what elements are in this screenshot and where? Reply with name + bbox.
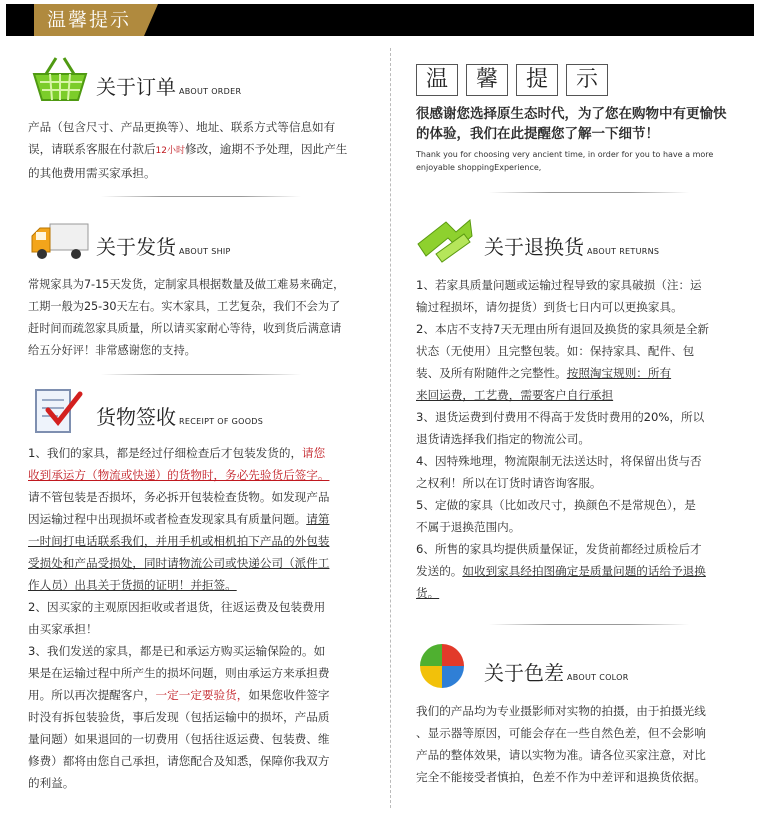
receipt-section bbox=[28, 380, 374, 794]
divider bbox=[101, 374, 301, 375]
ship-title: 关于发货 ABOUT SHIP bbox=[96, 235, 231, 259]
intro-section bbox=[416, 64, 760, 193]
color-title: 关于色差 ABOUT COLOR bbox=[484, 661, 629, 685]
intro-english-text: Thank you for choosing very ancient time, in order for you to have a more enjoyable shoppingExperience, bbox=[416, 150, 714, 172]
divider bbox=[489, 624, 689, 625]
header-bar bbox=[6, 4, 754, 36]
checklist-icon bbox=[28, 384, 88, 436]
order-section bbox=[28, 50, 374, 197]
color-text: 我们的产品均为专业摄影师对实物的拍摄，由于拍摄光线 、显示器等原因，可能会存在一些自然色差，但不会影响 产品的整体效果，请以实物为准。请各位买家注意，对比 完全不能接受者慎拍，色差不作为中差评和退换货依据。 bbox=[416, 704, 706, 784]
order-text: 产品（包含尺寸、产品更换等）、地址、联系方式等信息如有 误，请联系客服在付款后12小时修改，逾期不予处理，因此产生 的其他费用需买家承担。 bbox=[28, 120, 348, 180]
exchange-arrows-icon bbox=[416, 214, 480, 266]
color-section bbox=[416, 636, 760, 788]
delivery-truck-icon bbox=[28, 214, 92, 266]
column-divider bbox=[390, 48, 391, 808]
receipt-title: 货物签收 RECEIPT OF GOODS bbox=[96, 405, 264, 429]
returns-heading bbox=[416, 210, 760, 266]
ship-text: 常规家具为7-15天发货，定制家具根据数量及做工难易来确定， 工期一般为25-30天左右。实木家具，工艺复杂，我们不会为了 赶时间而疏忽家具质量，所以请买家耐心等待，收到货后满意请 给五分好评！非常感谢您的支持。 bbox=[28, 278, 345, 357]
returns-text: 1、若家具质量问题或运输过程导致的家具破损（注：运 输过程损坏，请勿提货）到货七日内可以更换家具。 2、本店不支持7天无理由所有退回及换货的家具须是全新 状态（无使用）且完整包装。如：保持家具、配件、包 装、及所有附随件之完整性。按照淘宝规则：所有 来回运费，工艺费，需要客户自行承担 3、退货运费到付费用不得高于发货时费用的20%，所以 退货请选择我们指定的物流公司。 4、因特殊地理，物流限制无法送达时，将保留出货与否 之权利！所以在订货时请咨询客服。 5、定做的家具（比如改尺寸，换颜色不是常规色），是 不属于退换范围内。 6、所售的家具均提供质量保证，发货前都经过质检后才 发送的。如收到家具经拍图确定是质量问题的话给予退换 货。 bbox=[416, 278, 710, 600]
intro-bold-text: 很感谢您选择原生态时代，为了您在购物中有更愉快 的体验，我们在此提醒您了解一下细节！ bbox=[416, 106, 727, 142]
warm-tips-tab: 温馨提示 bbox=[34, 4, 144, 36]
color-wheel-icon bbox=[416, 640, 472, 692]
divider bbox=[101, 196, 301, 197]
returns-section bbox=[416, 210, 760, 625]
divider bbox=[489, 192, 689, 193]
shopping-basket-icon bbox=[28, 54, 92, 106]
order-heading bbox=[28, 50, 374, 106]
ship-heading bbox=[28, 210, 374, 266]
receipt-text: 1、我们的家具，都是经过仔细检查后才包装发货的，请您 收到承运方（物流或快递）的货物时，务必先验货后签字。 请不管包装是否损坏，务必拆开包装检查货物。如发现产品 因运输过程中出现损坏或者检查发现家具有质量问题。请第 一时间打电话联系我们，并用手机或相机拍下产品的外包装 受损处和产品受损处，同时请物流公司或快递公司（派件工 作人员）出具关于货损的证明！并拒签。 2、因买家的主观原因拒收或者退货，往返运费及包装费用 由买家承担！ 3、我们发送的家具，都是已和承运方购买运输保险的。如 果是在运输过程中所产生的损坏问题，则由承运方来承担费 用。所以再次提醒客户，一定一定要验货，如果您收件签字 时没有拆包装验货，事后发现（包括运输中的损坏，产品质 量问题）如果退回的一切费用（包括往返运费、包装费、维 修费）都将由您自己承担，请您配合及知悉，保障你我双方 的利益。 bbox=[28, 446, 330, 790]
order-title: 关于订单 ABOUT ORDER bbox=[96, 75, 242, 99]
receipt-heading bbox=[28, 380, 374, 436]
color-heading bbox=[416, 636, 760, 692]
returns-title: 关于退换货 ABOUT RETURNS bbox=[484, 235, 660, 259]
warm-tips-heading: 温 馨 提 示 bbox=[416, 64, 760, 96]
ship-section bbox=[28, 210, 374, 375]
